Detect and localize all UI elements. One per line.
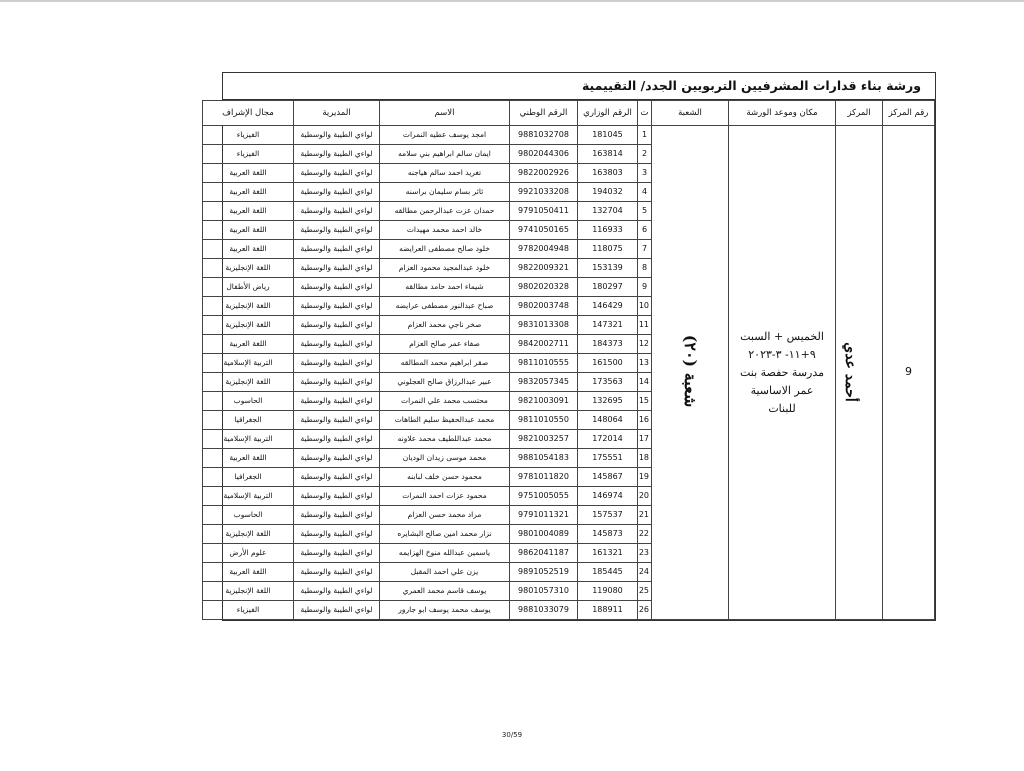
cell-directorate: لواءي الطيبة والوسطية [294,145,380,164]
cell-seq: 17 [638,430,652,449]
cell-directorate: لواءي الطيبة والوسطية [294,259,380,278]
cell-seq: 2 [638,145,652,164]
cell-name: نزار محمد امين صالح البشايره [380,525,510,544]
cell-national-no: 9811010555 [510,354,578,373]
cell-directorate: لواءي الطيبة والوسطية [294,126,380,145]
cell-national-no: 9802003748 [510,297,578,316]
cell-ministry-no: 163814 [578,145,638,164]
cell-ministry-no: 175551 [578,449,638,468]
document-sheet [222,72,936,621]
cell-ministry-no: 146429 [578,297,638,316]
cell-field: اللغة الإنجليزية [203,525,294,544]
cell-seq: 13 [638,354,652,373]
cell-directorate: لواءي الطيبة والوسطية [294,373,380,392]
cell-seq: 16 [638,411,652,430]
cell-seq: 6 [638,221,652,240]
cell-name: صفاء عمر صالح العزام [380,335,510,354]
cell-directorate: لواءي الطيبة والوسطية [294,164,380,183]
cell-directorate: لواءي الطيبة والوسطية [294,525,380,544]
cell-national-no: 9832057345 [510,373,578,392]
cell-field: اللغة الإنجليزية [203,316,294,335]
header-field: مجال الإشراف [203,101,294,126]
cell-field: الجغرافيا [203,411,294,430]
cell-name: ثائر بسام سليمان براسنه [380,183,510,202]
table-row [203,126,935,145]
cell-directorate: لواءي الطيبة والوسطية [294,487,380,506]
cell-directorate: لواءي الطيبة والوسطية [294,506,380,525]
cell-name: محمد عبداللطيف محمد علاونه [380,430,510,449]
cell-name: مراد محمد حسن العزام [380,506,510,525]
cell-directorate: لواءي الطيبة والوسطية [294,297,380,316]
header-section: الشعبة [652,101,729,126]
cell-field: الحاسوب [203,506,294,525]
cell-directorate: لواءي الطيبة والوسطية [294,544,380,563]
cell-seq: 8 [638,259,652,278]
cell-ministry-no: 172014 [578,430,638,449]
cell-field: اللغة العربية [203,221,294,240]
cell-name: ياسمين عبدالله منوخ الهزايمه [380,544,510,563]
document-title: ورشة بناء قدارات المشرفيين التربويين الجدد/ التقييمية [223,73,935,100]
cell-ministry-no: 194032 [578,183,638,202]
cell-national-no: 9741050165 [510,221,578,240]
cell-seq: 18 [638,449,652,468]
cell-seq: 20 [638,487,652,506]
cell-field: اللغة العربية [203,449,294,468]
cell-directorate: لواءي الطيبة والوسطية [294,468,380,487]
cell-national-no: 9801004089 [510,525,578,544]
cell-national-no: 9842002711 [510,335,578,354]
cell-seq: 11 [638,316,652,335]
cell-ministry-no: 181045 [578,126,638,145]
page-top-edge [0,0,1024,2]
cell-ministry-no: 147321 [578,316,638,335]
cell-ministry-no: 132695 [578,392,638,411]
cell-national-no: 9862041187 [510,544,578,563]
cell-national-no: 9802020328 [510,278,578,297]
cell-ministry-no: 173563 [578,373,638,392]
center-number: 9 [905,365,912,378]
cell-name: يوسف محمد يوسف ابو جارور [380,601,510,620]
cell-field: علوم الأرض [203,544,294,563]
cell-national-no: 9831013308 [510,316,578,335]
cell-field: اللغة العربية [203,164,294,183]
header-center-number: رقم المركز [883,101,935,126]
cell-field: التربية الإسلامية [203,430,294,449]
cell-national-no: 9822002926 [510,164,578,183]
cell-seq: 23 [638,544,652,563]
cell-name: محمود عزات احمد النمرات [380,487,510,506]
cell-field: اللغة الإنجليزية [203,297,294,316]
cell-name: خالد احمد محمد مهيدات [380,221,510,240]
table-body [203,126,935,620]
cell-ministry-no: 145867 [578,468,638,487]
cell-directorate: لواءي الطيبة والوسطية [294,601,380,620]
cell-directorate: لواءي الطيبة والوسطية [294,278,380,297]
cell-directorate: لواءي الطيبة والوسطية [294,563,380,582]
cell-field: الفيزياء [203,601,294,620]
cell-seq: 4 [638,183,652,202]
section-name: شعبة (٢٠) [680,334,700,408]
cell-name: عبير عبدالرزاق صالح العجلوني [380,373,510,392]
cell-ministry-no: 118075 [578,240,638,259]
cell-field: رياض الأطفال [203,278,294,297]
cell-national-no: 9881033079 [510,601,578,620]
header-venue-date: مكان وموعد الورشة [729,101,836,126]
center-number-cell [883,126,935,620]
cell-ministry-no: 161500 [578,354,638,373]
section-cell [652,126,729,620]
cell-name: تغريد احمد سالم هياجنه [380,164,510,183]
cell-national-no: 9782004948 [510,240,578,259]
header-seq: ت [638,101,652,126]
cell-name: ايمان سالم ابراهيم بني سلامه [380,145,510,164]
header-ministry-no: الرقم الوزاري [578,101,638,126]
cell-seq: 3 [638,164,652,183]
cell-name: امجد يوسف عطيه النمرات [380,126,510,145]
cell-national-no: 9881032708 [510,126,578,145]
participants-table [202,100,935,620]
cell-seq: 15 [638,392,652,411]
cell-field: الفيزياء [203,145,294,164]
header-directorate: المديرية [294,101,380,126]
cell-ministry-no: 157537 [578,506,638,525]
cell-seq: 25 [638,582,652,601]
page-number: 30/59 [501,731,523,739]
venue-school: مدرسة حفصة بنت عمر الاساسية للبنات [739,365,825,415]
cell-seq: 1 [638,126,652,145]
cell-field: اللغة العربية [203,563,294,582]
cell-ministry-no: 146974 [578,487,638,506]
cell-national-no: 9751005055 [510,487,578,506]
cell-name: يزن علي احمد المقبل [380,563,510,582]
center-name: أحمد عدي [842,341,859,402]
cell-ministry-no: 145873 [578,525,638,544]
cell-name: صقر ابراهيم محمد المطالقه [380,354,510,373]
venue-cell [729,126,836,620]
cell-directorate: لواءي الطيبة والوسطية [294,221,380,240]
cell-national-no: 9881054183 [510,449,578,468]
cell-national-no: 9791050411 [510,202,578,221]
cell-name: محمود حسن خلف لبابنه [380,468,510,487]
cell-national-no: 9802044306 [510,145,578,164]
cell-national-no: 9921033208 [510,183,578,202]
cell-ministry-no: 184373 [578,335,638,354]
cell-directorate: لواءي الطيبة والوسطية [294,354,380,373]
cell-seq: 12 [638,335,652,354]
cell-ministry-no: 161321 [578,544,638,563]
header-name: الاسم [380,101,510,126]
cell-field: اللغة العربية [203,335,294,354]
cell-seq: 7 [638,240,652,259]
cell-ministry-no: 132704 [578,202,638,221]
cell-ministry-no: 188911 [578,601,638,620]
cell-ministry-no: 148064 [578,411,638,430]
cell-field: التربية الإسلامية [203,354,294,373]
cell-field: اللغة الإنجليزية [203,259,294,278]
cell-seq: 26 [638,601,652,620]
cell-seq: 10 [638,297,652,316]
cell-name: صخر ناجي محمد العزام [380,316,510,335]
cell-national-no: 9822009321 [510,259,578,278]
header-national-no: الرقم الوطني [510,101,578,126]
cell-name: يوسف قاسم محمد العمري [380,582,510,601]
cell-national-no: 9801057310 [510,582,578,601]
cell-seq: 21 [638,506,652,525]
cell-ministry-no: 163803 [578,164,638,183]
cell-directorate: لواءي الطيبة والوسطية [294,411,380,430]
cell-seq: 9 [638,278,652,297]
cell-ministry-no: 119080 [578,582,638,601]
cell-seq: 5 [638,202,652,221]
cell-ministry-no: 180297 [578,278,638,297]
cell-national-no: 9821003091 [510,392,578,411]
cell-ministry-no: 185445 [578,563,638,582]
cell-name: خلود عبدالمجيد محمود العزام [380,259,510,278]
cell-directorate: لواءي الطيبة والوسطية [294,430,380,449]
cell-directorate: لواءي الطيبة والوسطية [294,240,380,259]
cell-seq: 19 [638,468,652,487]
cell-field: اللغة العربية [203,240,294,259]
cell-directorate: لواءي الطيبة والوسطية [294,202,380,221]
cell-field: التربية الإسلامية [203,487,294,506]
cell-national-no: 9781011820 [510,468,578,487]
cell-seq: 24 [638,563,652,582]
center-cell [836,126,883,620]
cell-field: اللغة العربية [203,183,294,202]
cell-national-no: 9791011321 [510,506,578,525]
cell-name: محمد عبدالحفيظ سليم الطاهات [380,411,510,430]
cell-national-no: 9821003257 [510,430,578,449]
cell-ministry-no: 116933 [578,221,638,240]
table-header-row [203,101,935,126]
cell-national-no: 9811010550 [510,411,578,430]
cell-directorate: لواءي الطيبة والوسطية [294,392,380,411]
cell-national-no: 9891052519 [510,563,578,582]
cell-ministry-no: 153139 [578,259,638,278]
cell-field: الفيزياء [203,126,294,145]
cell-name: محمد موسى زيدان الوديان [380,449,510,468]
cell-field: اللغة العربية [203,202,294,221]
cell-name: محتسب محمد علي النمرات [380,392,510,411]
cell-directorate: لواءي الطيبة والوسطية [294,582,380,601]
cell-name: حمدان عزت عبدالرحمن مطالقه [380,202,510,221]
venue-date: الخميس + السبت ٩+١١- ٣-٢٠٢٣ [740,329,824,361]
header-center: المركز [836,101,883,126]
cell-directorate: لواءي الطيبة والوسطية [294,335,380,354]
cell-field: اللغة الإنجليزية [203,582,294,601]
cell-name: صباح عبدالنور مصطفى عرايضه [380,297,510,316]
cell-field: الجغرافيا [203,468,294,487]
cell-name: شيماء احمد حامد مطالقه [380,278,510,297]
cell-field: الحاسوب [203,392,294,411]
cell-name: خلود صالح مصطفى العرايضه [380,240,510,259]
cell-seq: 22 [638,525,652,544]
cell-seq: 14 [638,373,652,392]
cell-field: اللغة الإنجليزية [203,373,294,392]
cell-directorate: لواءي الطيبة والوسطية [294,316,380,335]
cell-directorate: لواءي الطيبة والوسطية [294,183,380,202]
cell-directorate: لواءي الطيبة والوسطية [294,449,380,468]
